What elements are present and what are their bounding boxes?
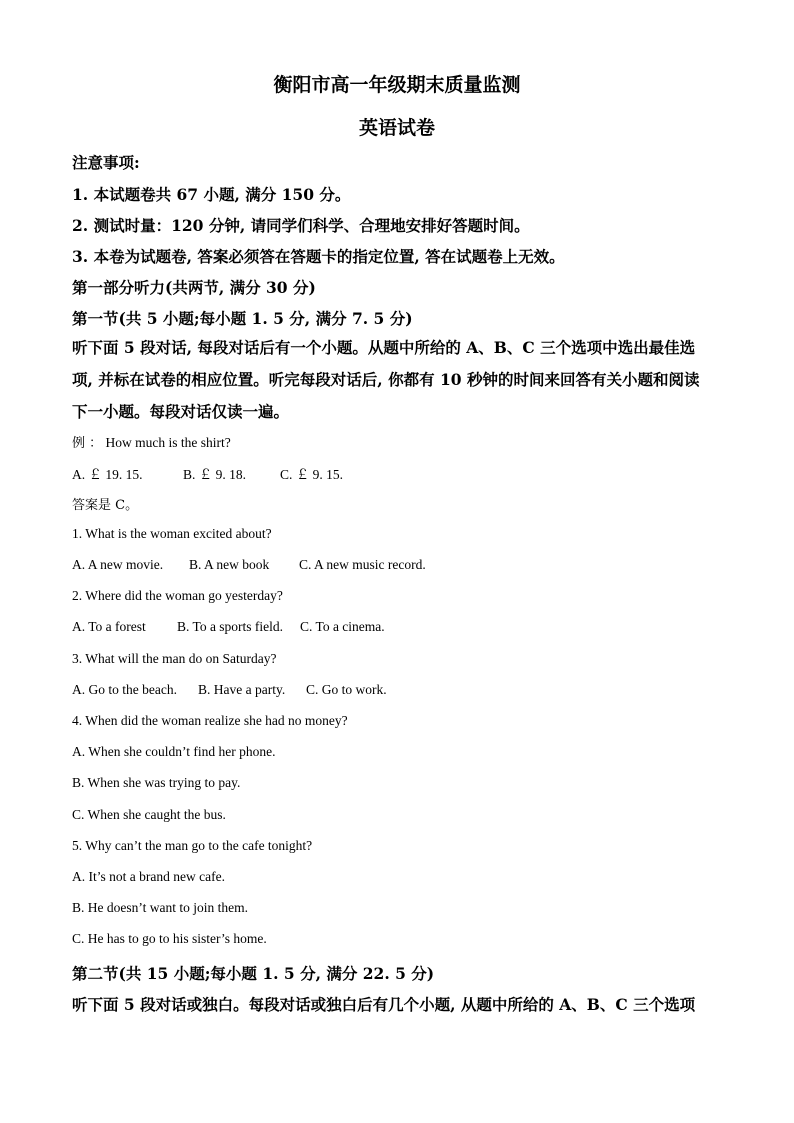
instruction-line: 听下面 5 段对话, 每段对话后有一个小题。从题中所给的 A、B、C 三个选项中选出最佳选 bbox=[72, 338, 696, 357]
instruction-line: 下一小题。每段对话仅读一遍。 bbox=[72, 402, 290, 421]
option: C. A new music record. bbox=[299, 557, 426, 572]
example-options bbox=[72, 463, 343, 483]
note-item: 3. 本卷为试题卷, 答案必须答在答题卡的指定位置, 答在试题卷上无效。 bbox=[72, 247, 565, 266]
option: C. Go to work. bbox=[306, 682, 387, 697]
instruction-line: 项, 并标在试卷的相应位置。听完每段对话后, 你都有 10 秒钟的时间来回答有关小题和阅读 bbox=[72, 370, 700, 389]
notes-heading: 注意事项: bbox=[72, 153, 140, 172]
option: A. Go to the beach. bbox=[72, 682, 177, 697]
question-4-option-a: A. When she couldn’t find her phone. bbox=[72, 744, 276, 759]
note-item: 2. 测试时量：120 分钟, 请同学们科学、合理地安排好答题时间。 bbox=[72, 216, 530, 235]
option: B. Have a party. bbox=[198, 682, 286, 697]
option: A. A new movie. bbox=[72, 557, 164, 572]
question-5-option-c: C. He has to go to his sister’s home. bbox=[72, 931, 267, 946]
question-5: 5. Why can’t the man go to the cafe tonight? bbox=[72, 838, 313, 853]
option: B. ￡ 9. 18. bbox=[183, 467, 247, 482]
section1-instruction bbox=[72, 332, 724, 428]
question-2-options bbox=[72, 619, 385, 635]
question-3-options bbox=[72, 682, 387, 698]
option: A. To a forest bbox=[72, 619, 146, 634]
example-prefix: 例 ： bbox=[72, 436, 103, 451]
question-1: 1. What is the woman excited about? bbox=[72, 526, 272, 541]
option: C. ￡ 9. 15. bbox=[280, 467, 344, 482]
exam-subtitle: 英语试卷 bbox=[358, 117, 435, 139]
question-4-option-b: B. When she was trying to pay. bbox=[72, 775, 241, 790]
section2-instruction: 听下面 5 段对话或独白。每段对话或独白后有几个小题, 从题中所给的 A、B、C 三个选项 bbox=[72, 995, 696, 1014]
example-question-text: How much is the shirt? bbox=[105, 435, 231, 450]
question-5-option-b: B. He doesn’t want to join them. bbox=[72, 900, 248, 915]
question-4-option-c: C. When she caught the bus. bbox=[72, 807, 226, 822]
option: C. To a cinema. bbox=[300, 619, 385, 634]
option: A. ￡ 19. 15. bbox=[72, 467, 143, 482]
part1-heading: 第一部分听力(共两节, 满分 30 分) bbox=[72, 278, 316, 297]
question-1-options bbox=[72, 557, 426, 573]
option: B. A new book bbox=[189, 557, 270, 572]
note-item: 1. 本试题卷共 67 小题, 满分 150 分。 bbox=[72, 185, 351, 204]
question-5-option-a: A. It’s not a brand new cafe. bbox=[72, 869, 225, 884]
question-2: 2. Where did the woman go yesterday? bbox=[72, 588, 283, 603]
option: B. To a sports field. bbox=[177, 619, 284, 634]
example-question bbox=[72, 432, 231, 451]
question-4: 4. When did the woman realize she had no money? bbox=[72, 713, 348, 728]
section1-heading: 第一节(共 5 小题;每小题 1. 5 分, 满分 7. 5 分) bbox=[72, 309, 413, 328]
section2-heading: 第二节(共 15 小题;每小题 1. 5 分, 满分 22. 5 分) bbox=[72, 964, 435, 983]
question-3: 3. What will the man do on Saturday? bbox=[72, 651, 277, 666]
example-answer: 答案是 C。 bbox=[72, 498, 139, 513]
exam-title: 衡阳市高一年级期末质量监测 bbox=[273, 74, 521, 96]
